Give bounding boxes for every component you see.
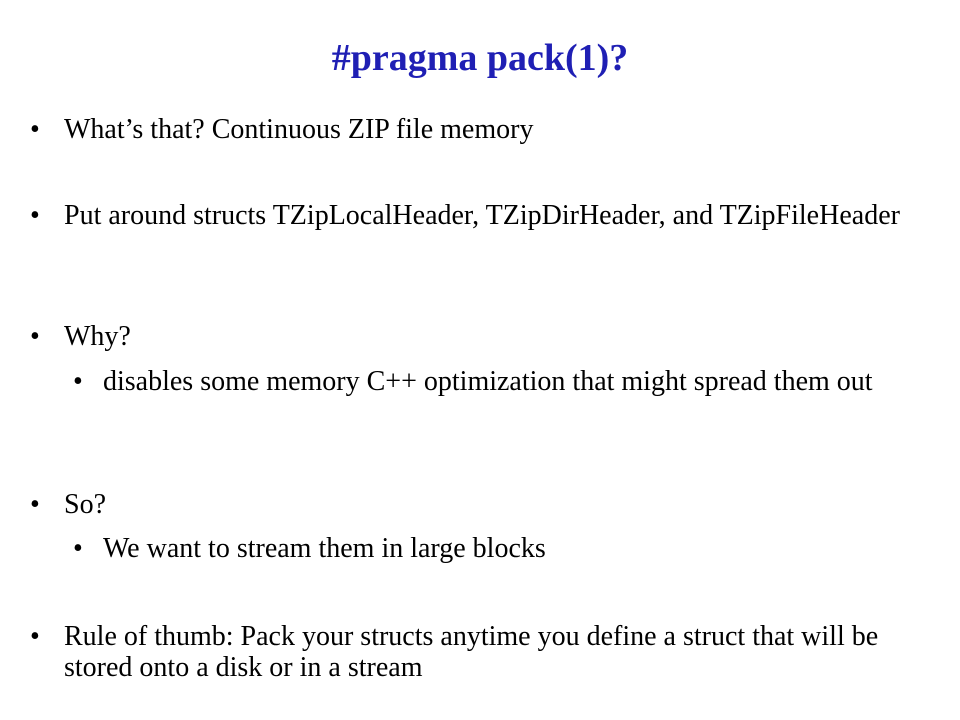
bullet-dot-icon: •: [30, 489, 40, 520]
sub-bullet-text: We want to stream them in large blocks: [103, 533, 546, 564]
slide-title: #pragma pack(1)?: [331, 37, 629, 79]
bullet-text: What’s that? Continuous ZIP file memory: [64, 114, 534, 145]
bullet-item: [30, 321, 920, 352]
sub-bullet-item: [73, 366, 923, 397]
bullet-text: Rule of thumb: Pack your structs anytime you define a struct that will be stored onto a disk or in a stream: [64, 621, 879, 683]
sub-bullet-item: [73, 533, 923, 564]
bullet-dot-icon: •: [30, 621, 40, 652]
bullet-item: [30, 200, 920, 231]
bullet-dot-icon: •: [30, 114, 40, 145]
bullet-item: [30, 621, 920, 683]
bullet-item: [30, 489, 920, 520]
bullet-dot-icon: •: [30, 200, 40, 231]
bullet-text: Put around structs TZipLocalHeader, TZipDirHeader, and TZipFileHeader: [64, 200, 900, 231]
bullet-text: So?: [64, 489, 106, 520]
bullet-dot-icon: •: [30, 321, 40, 352]
bullet-text: Why?: [64, 321, 131, 352]
bullet-item: [30, 114, 920, 145]
sub-bullet-text: disables some memory C++ optimization that might spread them out: [103, 366, 873, 397]
bullet-dot-icon: •: [73, 533, 83, 564]
bullet-dot-icon: •: [73, 366, 83, 397]
